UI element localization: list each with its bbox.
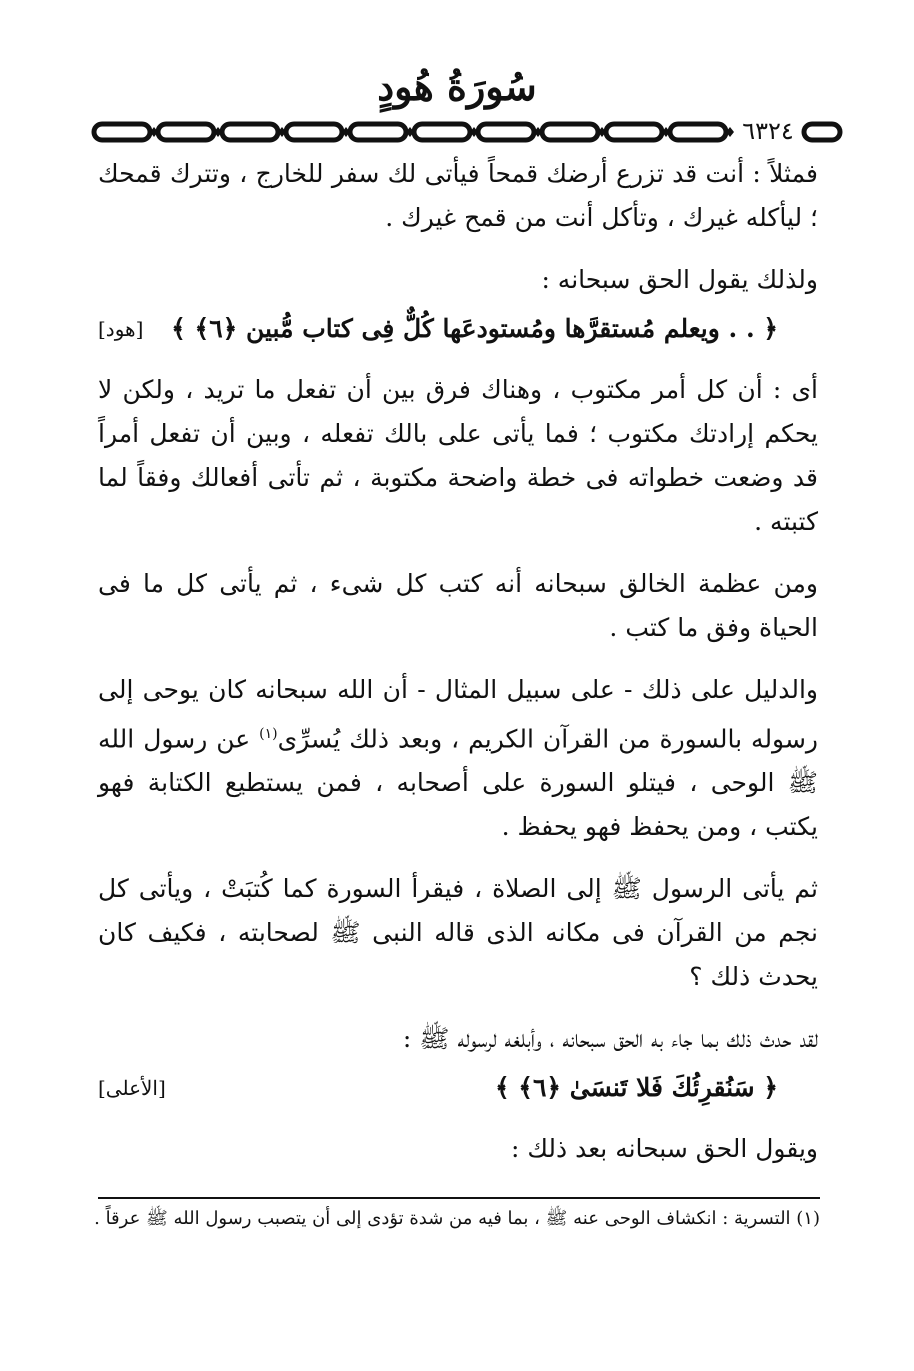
verse-1-reference: [هود] — [98, 317, 144, 341]
footnote-marker: (١) — [259, 726, 278, 742]
header-ornament-end — [800, 119, 844, 145]
quran-verse-1: ﴿ . . ويعلم مُستقرَّها ومُستودعَها كُلٌّ فِى كتاب مُّبين ﴿٦﴾ ﴾ — [171, 314, 778, 343]
paragraph-8: ويقول الحق سبحانه بعد ذلك : — [510, 1134, 818, 1164]
footnote-divider — [98, 1197, 820, 1199]
paragraph-2: ولذلك يقول الحق سبحانه : — [541, 265, 818, 294]
footnote: (١) التسرية : انكشاف الوحى عنه ﷺ ، بما فيه من شدة تؤدى إلى أن يتصبب رسول الله ﷺ عرقاً . — [94, 1208, 820, 1229]
paragraph-4: ومن عظمة الخالق سبحانه أنه كتب كل شىء ، ثم يأتى كل ما فى الحياة وفق ما كتب . — [98, 569, 818, 642]
page-number: ٦٣٢٤ — [742, 117, 794, 145]
paragraph-6: ثم يأتى الرسول ﷺ إلى الصلاة ، فيقرأ السورة كما كُتبَتْ ، ويأتى كل نجم من القرآن فى مكانه الذى قاله النبى ﷺ لصحابته ، فكيف كان يحدث ذلك ؟ — [98, 874, 818, 992]
verse-2-reference: [الأعلى] — [98, 1076, 166, 1101]
main-text — [98, 152, 818, 1171]
paragraph-5 — [98, 668, 818, 849]
paragraph-3: أى : أن كل أمر مكتوب ، وهناك فرق بين أن تفعل ما تريد ، ولكن لا يحكم إرادتك مكتوب ؛ فما يأتى على بالك تفعله ، وبين أن تفعل أمراً قد وضعت خطواته فى خطة واضحة مكتوبة ، ثم تأتى أفعالك وفقاً لما كتبته . — [98, 375, 818, 536]
paragraph-5-part-1: والدليل على ذلك - على سبيل المثال - أن الله سبحانه كان يوحى إلى رسوله بالسورة من القرآن الكريم ، وبعد ذلك يُسرِّى — [98, 675, 818, 754]
paragraph-7: لقد حدث ذلك بما جاء به الحق سبحانه ، وأبلغه لرسوله ﷺ : — [402, 1024, 818, 1054]
verse-block-2 — [98, 1065, 818, 1117]
paragraph-5-part-2: عن رسول الله ﷺ الوحى ، فيتلو السورة على أصحابه ، فمن يستطيع الكتابة فهو يكتب ، ومن يحفظ فهو يحفظ . — [98, 724, 818, 842]
surah-title: سُورَةُ هُودٍ — [377, 64, 537, 109]
verse-block-1 — [98, 306, 818, 358]
header-ornament-chain — [90, 119, 740, 145]
paragraph-1: فمثلاً : أنت قد تزرع أرضك قمحاً فيأتى لك سفر للخارج ، وتترك قمحك ؛ ليأكله غيرك ، وتأكل أنت من قمح غيرك . — [98, 159, 818, 232]
quran-verse-2: ﴿ سَنُقرِئُكَ فَلا تَنسَىٰ ﴿٦﴾ ﴾ — [494, 1073, 778, 1103]
